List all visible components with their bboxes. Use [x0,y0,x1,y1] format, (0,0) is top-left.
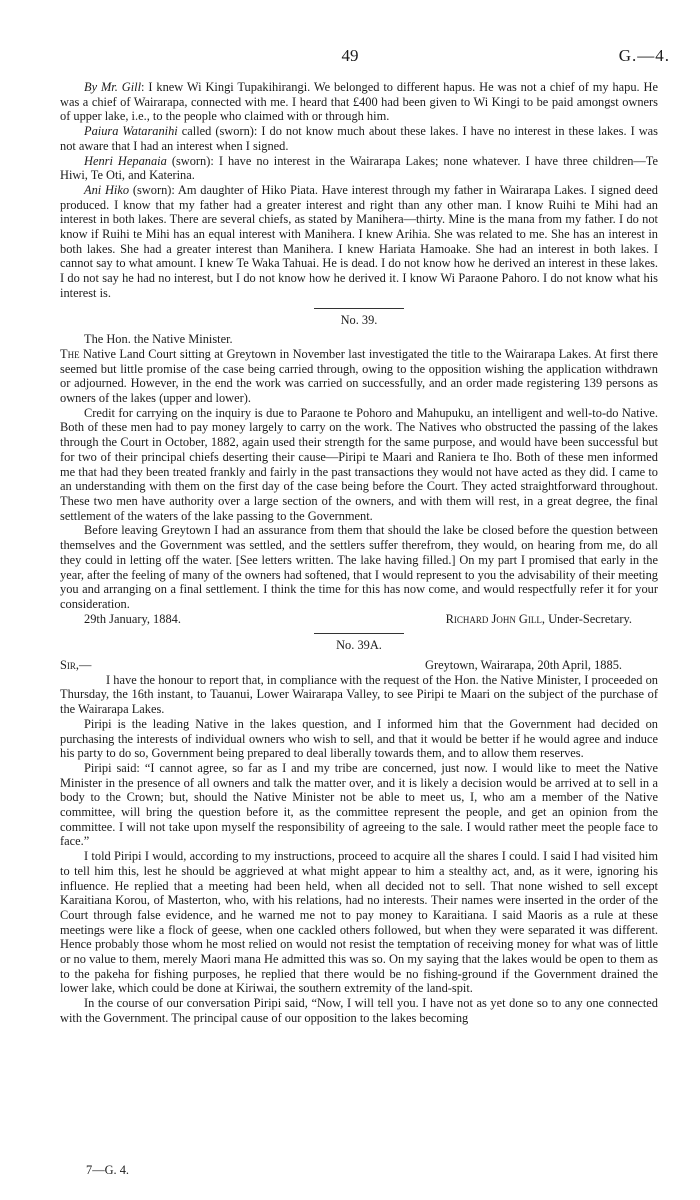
signatory-name: Richard John Gill [445,611,542,626]
section-heading [60,633,658,653]
speaker-name: Paiura Wataranihi [84,124,178,139]
speaker-name: Ani Hiko [84,182,130,197]
signature-line [446,612,658,627]
signature-mark: 7—G. 4. [86,1163,130,1177]
letter-paragraph [60,347,658,406]
letter-addressee: The Hon. the Native Minister. [84,332,233,347]
speaker-name: By Mr. Gill [84,80,142,94]
evidence-paragraph [60,183,658,301]
evidence-text: (sworn): I have no interest in the Wairarapa Lakes; none whatever. I have three children—Te Hiwi, Te Oti, and Katerina. [60,153,658,183]
letter-paragraph: Before leaving Greytown I had an assurance from them that should the lake be closed before the question between themselves and the Government was settled, and the settlers suffer therefrom, they would, on hearing from me, do all they could in letting off the water. [See letters written. The lake having filled.] On my part I promised that early in the year, after the feeling of many of the owners had softened, that I would represent to you the advisability of their meeting you and arranging on a final settlement. I think the time for this has now come, and would respectfully refer it for your consideration. [60,523,658,611]
section-heading-text: No. 39A. [314,633,404,653]
section-heading [60,308,658,328]
evidence-paragraph [60,154,658,183]
page-number: 49 [341,46,359,65]
evidence-text: (sworn): Am daughter of Hiko Piata. Have interest through my father in Wairarapa Lakes. I signed deed produced. I know that my father had a greater interest and right than any other man. I know Ruihi te Mihi had an interest in both lakes. There are several chiefs, as stated by Manihera—thirty. Mine is the mana from my father. I do not know if Ruihi te Mihi has an equal interest with Manihera. I knew Arihia. She was related to me. She has an interest in both lakes. She had a greater interest than Manihera. I knew Hariata Hamoake. She had an interest in both lakes. I cannot say to what amount. I knew Te Waka Tahuai. He is dead. I do not know how he derived an interest in these lakes. I do not say he had no interest, but I do not know how he derived it. I know Wi Paraone Pahoro. I do not know what his interest is. [60,182,658,300]
paragraph-text: Native Land Court sitting at Greytown in November last investigated the title to the Wairarapa Lakes. At first there seemed but little promise of the case being carried through, owing to the opposition wishing the application withdrawn or adjourned. However, in the end the work was carried on successfully, and an order made registering 139 persons as owners of the lakes (upper and lower). [60,346,658,406]
opening-word: The [60,346,80,361]
letter-header [60,658,658,673]
evidence-paragraph [60,124,658,153]
evidence-text: called (sworn): I do not know much about these lakes. I have no interest in these lakes. I was not aware that I had an interest when I signed. [60,124,658,153]
signatory-title: , Under-Secretary. [541,611,632,626]
salutation: Sir,— [60,658,92,673]
letter-date: 29th January, 1884. [84,611,181,626]
letter-paragraph: Credit for carrying on the inquiry is due to Paraone te Pohoro and Mahupuku, an intelligent and well-to-do Native. Both of these men had to pay money largely to carry on the work. The Natives who obstructed the passing of the lakes through the Court in October, 1882, again used their strength for the same purpose, and would have been successful but for two of their principal chiefs deserting their cause—Piripi te Maari and Raniera te Iho. Both of these men informed me that had they been treated frankly and fairly in the past transactions they would not have acted as they did. I came to an understanding with them on the first day of the case being before the Court. They acted straightforward throughout. These two men have authority over a large section of the owners, and with them will rest, in a great degree, the final settlement of the waters of the lake passing to the Government. [60,405,658,523]
paper-reference: G.—4. [618,46,670,65]
letter-signoff [60,612,658,627]
document-body [60,80,658,1026]
letter-paragraph: In the course of our conversation Piripi said, “Now, I will tell you. I have not as yet done so to any one connected with the Government. The principal cause of our opposition to the lakes becoming [60,996,658,1025]
letter-paragraph: Piripi said: “I cannot agree, so far as I and my tribe are concerned, just now. I would like to meet the Native Minister in the presence of all owners and talk the matter over, and it is likely a decision would be arrived at to sell in a body to the Crown; but, should the Native Minister not be able to meet us, I, who am a member of the Native committee, will bring the question before it, as the committee represent the people, and get an opinion from the committee. I will not take upon myself the responsibility of agreeing to the sale. I would rather meet the people face to face.” [60,760,658,849]
speaker-name: Henri Hepanaia [84,153,167,168]
section-heading-text: No. 39. [314,308,404,328]
letter-paragraph: Piripi is the leading Native in the lakes question, and I informed him that the Government had decided on purchasing the interests of individual owners who wish to sell, and that it would be better if he would agree and induce his party to do so, Government being prepared to deal liberally towards them, and to allow them reserves. [60,716,658,761]
letter-paragraph: I have the honour to report that, in compliance with the request of the Hon. the Native Minister, I proceeded on Thursday, the 16th instant, to Tauanui, Lower Wairarapa Valley, to see Piripi te Maari on the subject of the purchase of the Wairarapa Lakes. [60,672,658,717]
evidence-text: : I knew Wi Kingi Tupakihirangi. We belonged to different hapus. He was not a chief of my hapu. He was a chief of Wairarapa, connected with me. I heard that £400 had been given to Wi Kingi to be paid amongst owners of upper lake, i.e., to the people who claimed with or through him. [60,80,658,124]
evidence-paragraph [60,80,658,124]
letter-paragraph: I told Piripi I would, according to my instructions, proceed to acquire all the shares I could. I said I had visited him to tell him this, lest he should be aggrieved at what might appear to him a stealthy act, and, as it were, ignoring his influence. He replied that a meeting had been held, when all decided not to sell. That none wished to sell except Karaitiana Korou, of Masterton, who, with his relations, had no interests. Their names were inserted in the order of the Court through false evidence, and he warned me not to pay money to Karaitiana. I said Maoris as a rule at these meetings were like a flock of geese, when one cackled others followed, but when they were separated it was different. Hence probably those whom he most relied on would not resist the temptation of receiving money for what was of little or no value to them, merely Maori mana He admitted this was so. On my saying that the lakes would be open to them as to the pakeha for fishing purposes, he replied that there would be no fishing-ground if the Government drained the lower lake, which could be done at Kiriwai, the southern extremity of the land-spit. [60,849,658,996]
place-date: Greytown, Wairarapa, 20th April, 1885. [425,658,622,673]
